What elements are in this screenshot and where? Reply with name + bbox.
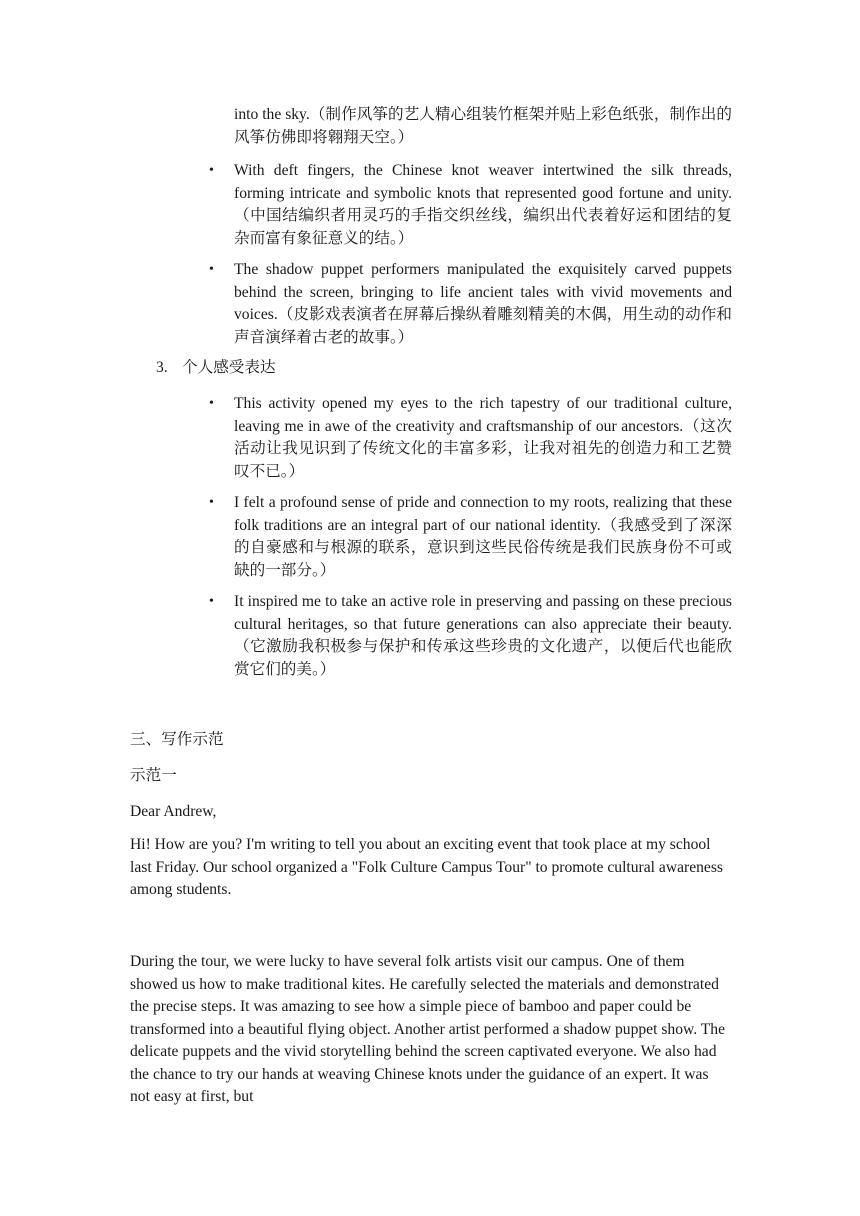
part-heading: 三、写作示范 [130,731,224,748]
list-item-text: It inspired me to take an active role in preserving and passing on these precious cultural heritages, so that future generations can also appreciate their beauty.（它激励我积极参与保护和传承这些珍贵的文化遗产，以便后代也能欣赏它们的美。） [234,593,732,678]
personal-feelings-list [206,393,732,690]
bullet-icon: • [209,594,214,609]
letter-salutation: Dear Andrew, [130,803,217,820]
list-item [206,259,732,349]
list-item-text: With deft fingers, the Chinese knot weaver intertwined the silk threads, forming intricate and symbolic knots that represented good fortune and unity.（中国结编织者用灵巧的手指交织丝线，编织出代表着好运和团结的复杂而富有象征意义的结。） [234,162,732,247]
list-item-text: I felt a profound sense of pride and connection to my roots, realizing that these folk traditions are an integral part of our national identity.（我感受到了深深的自豪感和与根源的联系，意识到这些民俗传统是我们民族身份不可或缺的一部分。） [234,494,732,579]
list-item-text: The shadow puppet performers manipulated the exquisitely carved puppets behind the screen, bringing to life ancient tales with vivid movements and voices.（皮影戏表演者在屏幕后操纵着雕刻精美的木偶，用生动的动作和声音演绎着古老的故事。） [234,261,732,346]
list-item [206,160,732,250]
list-item-text: This activity opened my eyes to the rich tapestry of our traditional culture, leaving me in awe of the creativity and craftsmanship of our ancestors.（这次活动让我见识到了传统文化的丰富多彩，让我对祖先的创造力和工艺赞叹不已。） [234,395,732,480]
bullet-icon: • [209,495,214,510]
section-3-heading [156,357,276,379]
letter-paragraph-2: During the tour, we were lucky to have several folk artists visit our campus. One of them showed us how to make traditional kites. He carefully selected the materials and demonstrated the precise steps. It was amazing to see how a simple piece of bamboo and paper could be transformed into a beautiful flying object. Another artist performed a shadow puppet show. The delicate puppets and the vivid storytelling behind the screen captivated everyone. We also had the chance to try our hands at weaving Chinese knots under the guidance of an expert. It was not easy at first, but [130,953,726,1105]
section-number: 3. [156,359,168,376]
list-item [206,591,732,681]
craft-description-list [206,160,732,358]
list-item [206,492,732,582]
letter-paragraph-1: Hi! How are you? I'm writing to tell you about an exciting event that took place at my school last Friday. Our school organized a "Folk Culture Campus Tour" to promote cultural awareness among students. [130,836,723,898]
bullet-icon: • [209,262,214,277]
continued-bullet-text: into the sky.（制作风筝的艺人精心组装竹框架并贴上彩色纸张，制作出的风筝仿佛即将翱翔天空。） [234,106,732,146]
bullet-icon: • [209,163,214,178]
section-title: 个人感受表达 [182,359,276,376]
bullet-icon: • [209,396,214,411]
list-item [206,393,732,483]
sample-heading: 示范一 [130,767,177,784]
